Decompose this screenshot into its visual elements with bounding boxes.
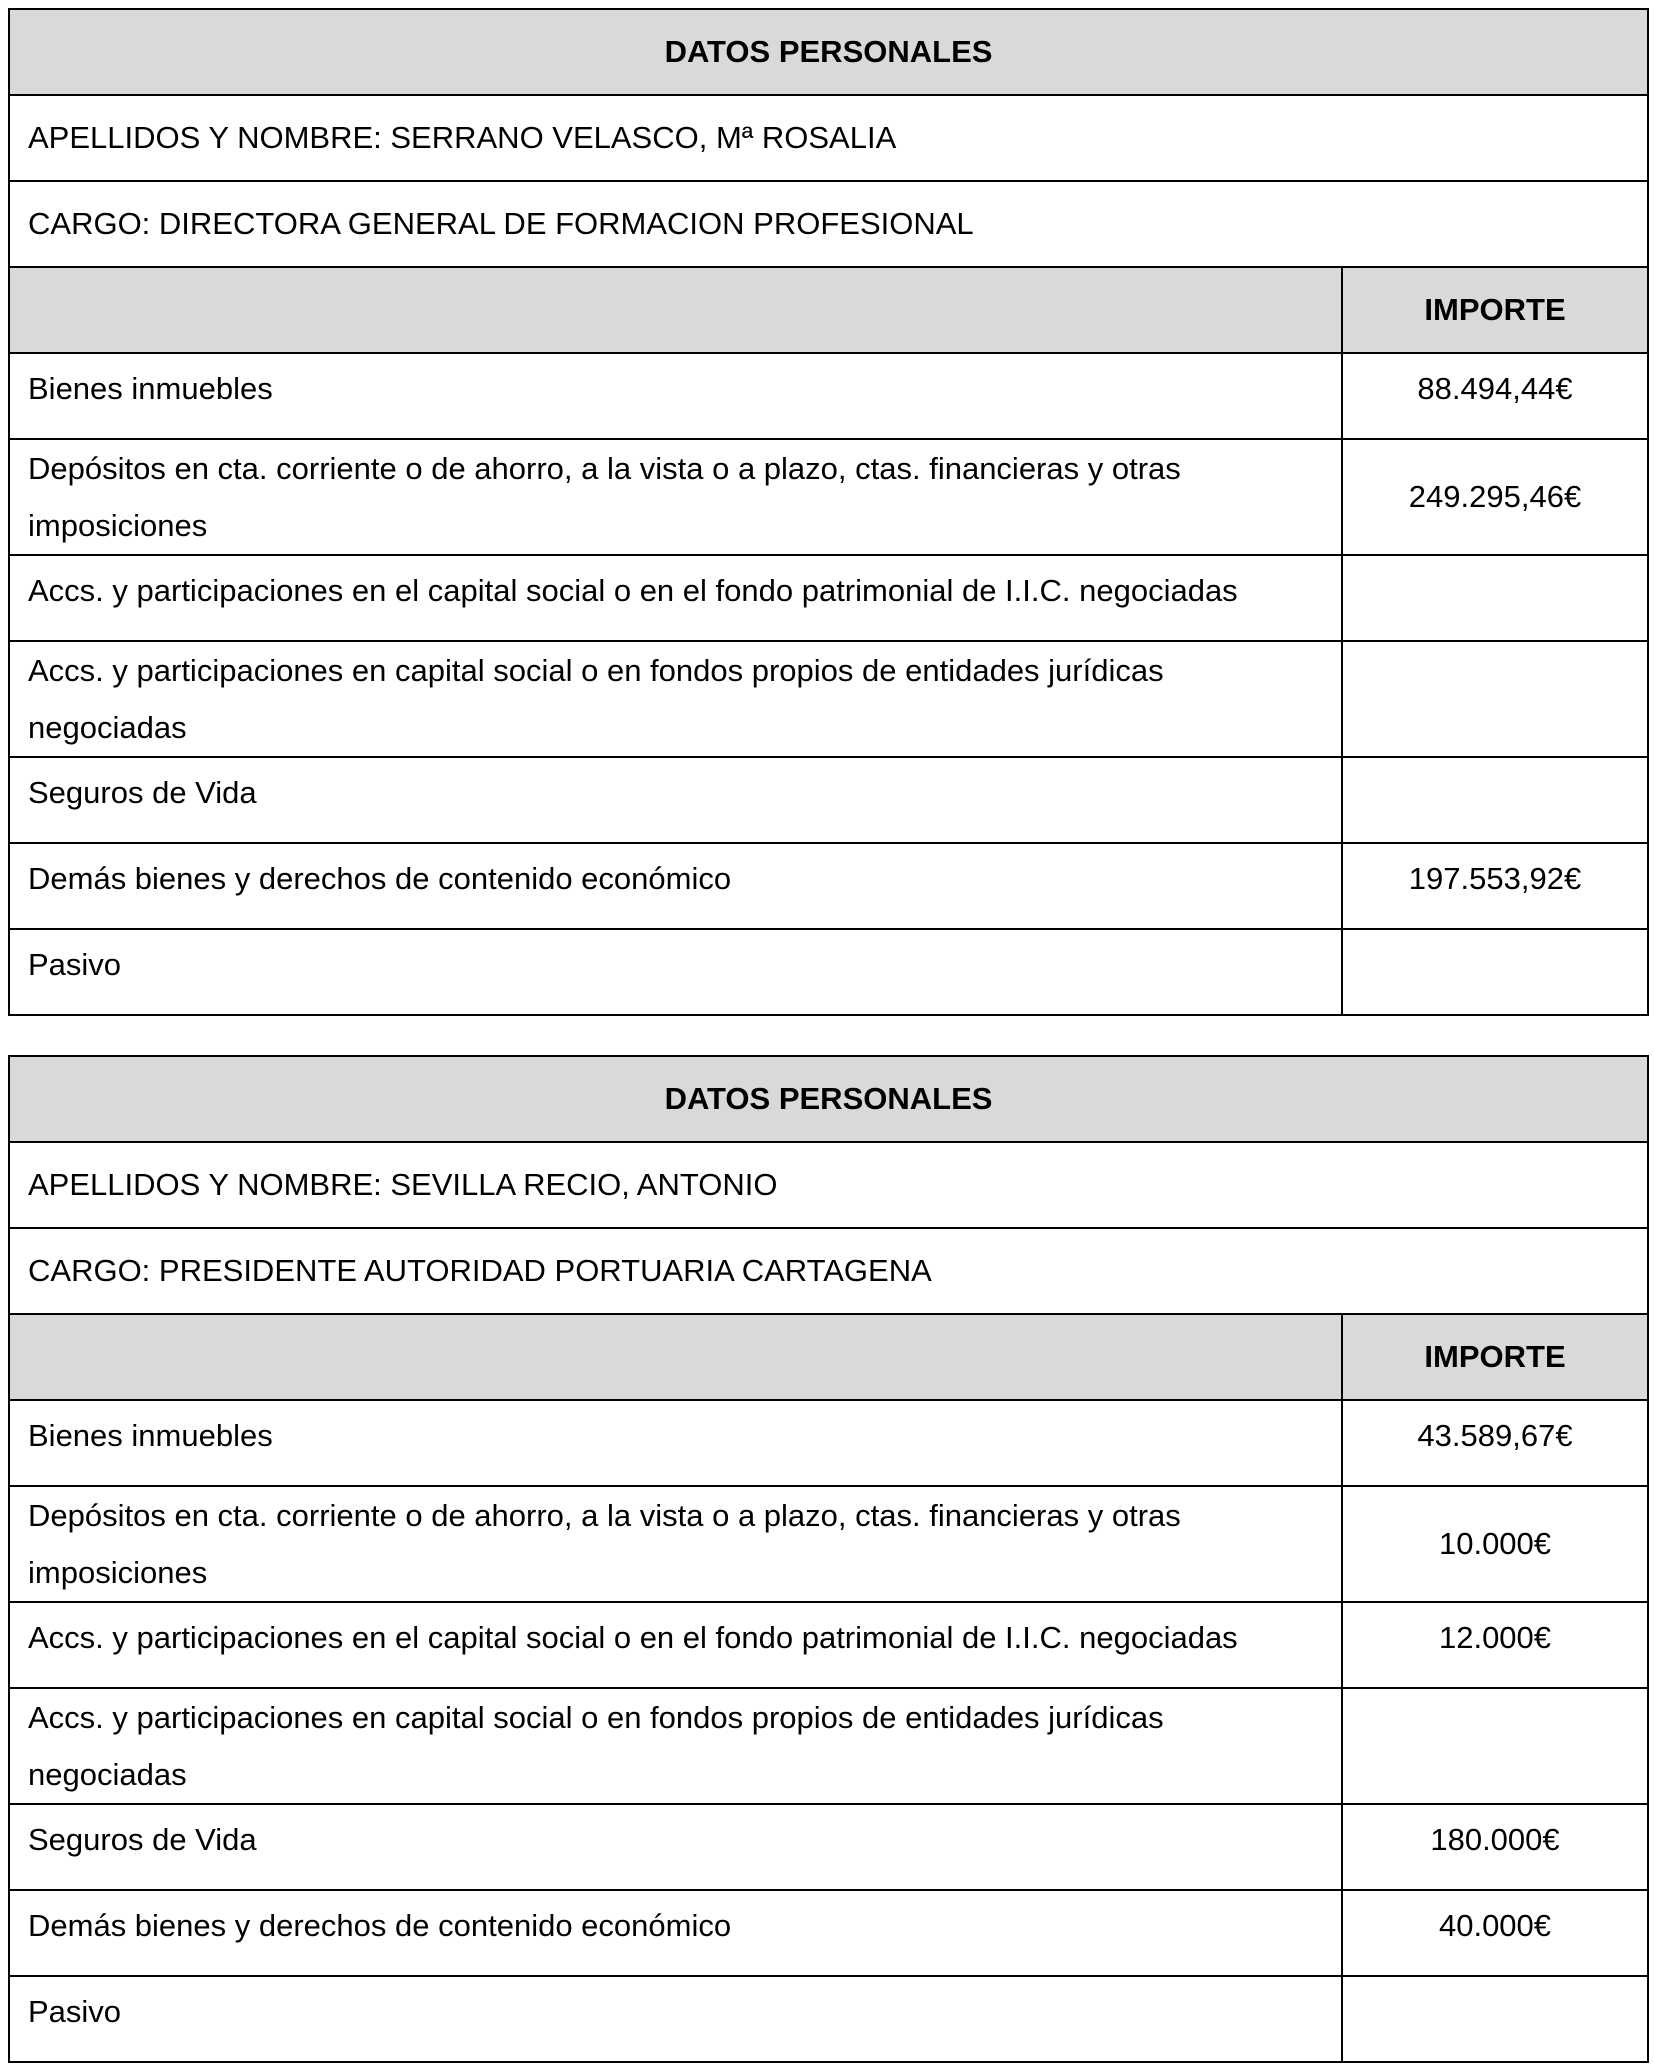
column-header-row xyxy=(9,1314,1648,1400)
name-row xyxy=(9,95,1648,181)
amount-cell: 180.000€ xyxy=(1342,1804,1648,1890)
concept-column-header xyxy=(9,267,1342,353)
table-row xyxy=(9,757,1648,843)
concept-cell: Seguros de Vida xyxy=(9,1804,1342,1890)
table-row xyxy=(9,1976,1648,2062)
concept-cell: Seguros de Vida xyxy=(9,757,1342,843)
amount-cell: 40.000€ xyxy=(1342,1890,1648,1976)
concept-cell: Demás bienes y derechos de contenido económico xyxy=(9,1890,1342,1976)
concept-cell: Accs. y participaciones en capital social o en fondos propios de entidades jurídicas negociadas xyxy=(9,1688,1342,1804)
amount-cell xyxy=(1342,641,1648,757)
concept-cell: Accs. y participaciones en capital social o en fondos propios de entidades jurídicas negociadas xyxy=(9,641,1342,757)
header-row xyxy=(9,9,1648,95)
declaration-table-1 xyxy=(8,8,1649,1016)
table-row xyxy=(9,641,1648,757)
table-row xyxy=(9,1890,1648,1976)
table-row xyxy=(9,439,1648,555)
table-row xyxy=(9,1602,1648,1688)
name-line: APELLIDOS Y NOMBRE: SEVILLA RECIO, ANTONIO xyxy=(9,1142,1648,1228)
column-header-row xyxy=(9,267,1648,353)
concept-cell: Depósitos en cta. corriente o de ahorro, a la vista o a plazo, ctas. financieras y otras imposiciones xyxy=(9,1486,1342,1602)
concept-column-header xyxy=(9,1314,1342,1400)
table-row xyxy=(9,1804,1648,1890)
concept-cell: Accs. y participaciones en el capital social o en el fondo patrimonial de I.I.C. negociadas xyxy=(9,1602,1342,1688)
amount-cell: 10.000€ xyxy=(1342,1486,1648,1602)
concept-cell: Bienes inmuebles xyxy=(9,1400,1342,1486)
amount-cell: 197.553,92€ xyxy=(1342,843,1648,929)
cargo-row xyxy=(9,181,1648,267)
cargo-row xyxy=(9,1228,1648,1314)
concept-cell: Pasivo xyxy=(9,1976,1342,2062)
concept-cell: Pasivo xyxy=(9,929,1342,1015)
importe-column-header: IMPORTE xyxy=(1342,1314,1648,1400)
concept-cell: Bienes inmuebles xyxy=(9,353,1342,439)
amount-cell xyxy=(1342,555,1648,641)
name-line: APELLIDOS Y NOMBRE: SERRANO VELASCO, Mª ROSALIA xyxy=(9,95,1648,181)
concept-cell: Depósitos en cta. corriente o de ahorro, a la vista o a plazo, ctas. financieras y otras imposiciones xyxy=(9,439,1342,555)
concept-cell: Accs. y participaciones en el capital social o en el fondo patrimonial de I.I.C. negociadas xyxy=(9,555,1342,641)
cargo-line: CARGO: DIRECTORA GENERAL DE FORMACION PROFESIONAL xyxy=(9,181,1648,267)
table-row xyxy=(9,1400,1648,1486)
table-row xyxy=(9,1688,1648,1804)
amount-cell: 43.589,67€ xyxy=(1342,1400,1648,1486)
amount-cell xyxy=(1342,1688,1648,1804)
importe-column-header: IMPORTE xyxy=(1342,267,1648,353)
header-row xyxy=(9,1056,1648,1142)
concept-cell: Demás bienes y derechos de contenido económico xyxy=(9,843,1342,929)
table-row xyxy=(9,353,1648,439)
amount-cell xyxy=(1342,929,1648,1015)
amount-cell: 88.494,44€ xyxy=(1342,353,1648,439)
amount-cell: 249.295,46€ xyxy=(1342,439,1648,555)
section-header: DATOS PERSONALES xyxy=(9,1056,1648,1142)
name-row xyxy=(9,1142,1648,1228)
declaration-table-2 xyxy=(8,1055,1649,2063)
table-row xyxy=(9,843,1648,929)
amount-cell xyxy=(1342,1976,1648,2062)
table-row xyxy=(9,1486,1648,1602)
amount-cell xyxy=(1342,757,1648,843)
cargo-line: CARGO: PRESIDENTE AUTORIDAD PORTUARIA CARTAGENA xyxy=(9,1228,1648,1314)
table-row xyxy=(9,555,1648,641)
amount-cell: 12.000€ xyxy=(1342,1602,1648,1688)
section-header: DATOS PERSONALES xyxy=(9,9,1648,95)
table-row xyxy=(9,929,1648,1015)
